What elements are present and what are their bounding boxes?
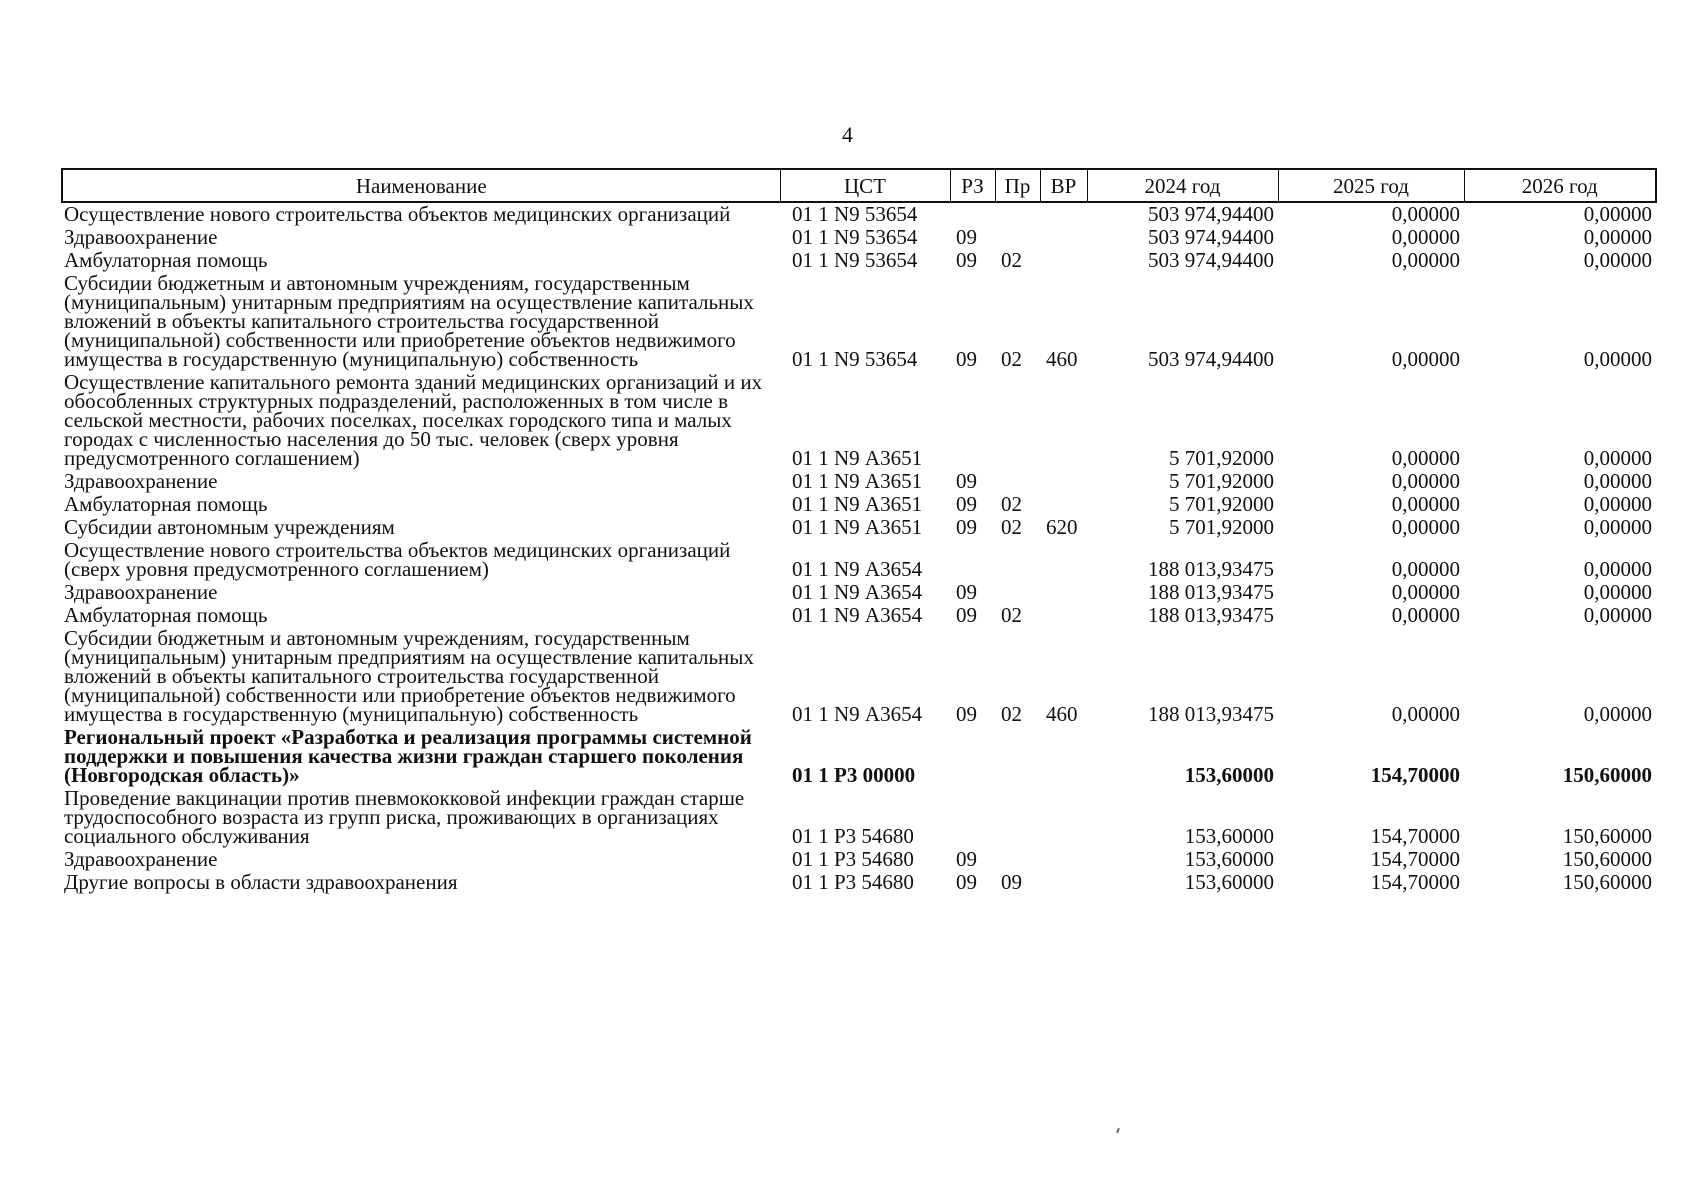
cell-2025: 0,00000 <box>1391 515 1460 539</box>
cell-pr <box>995 226 1040 249</box>
cell-name: Проведение вакцинации против пневмококковой инфекции граждан старше трудоспособного возраста из групп риска, проживающих в организациях социального обслуживания <box>64 786 745 848</box>
cell-2024: 5 701,92000 <box>1169 446 1274 470</box>
cell-vr <box>1040 226 1087 249</box>
cell-pr: 02 <box>1001 248 1022 272</box>
cell-vr <box>1040 604 1087 627</box>
cell-pr <box>995 539 1040 581</box>
cell-pr <box>995 581 1040 604</box>
cell-cst: 01 1 N9 А3651 <box>792 469 923 493</box>
table-row <box>62 470 1656 493</box>
table-header-row <box>62 169 1656 202</box>
cell-cst: 01 1 Р3 00000 <box>792 763 916 787</box>
col-header-2026: 2026 год <box>1464 169 1656 202</box>
cell-vr <box>1040 871 1087 894</box>
cell-cst: 01 1 N9 А3654 <box>792 557 923 581</box>
table-row <box>62 848 1656 871</box>
cell-vr <box>1040 539 1087 581</box>
cell-vr <box>1040 249 1087 272</box>
cell-vr <box>1040 787 1087 848</box>
table-row <box>62 516 1656 539</box>
cell-2024: 153,60000 <box>1184 824 1274 848</box>
cell-name: Субсидии бюджетным и автономным учреждениям, государственным (муниципальным) унитарным предприятиям на осуществление капитальных вложений в объекты капитального строительства государственной (муниципальной) собственности или приобретение объектов недвижимого имущества в государственную (муниципальную) собственность <box>64 626 754 726</box>
cell-2025: 0,00000 <box>1391 225 1460 249</box>
cell-2025: 0,00000 <box>1391 580 1460 604</box>
col-header-pr: Пр <box>995 169 1040 202</box>
cell-rz <box>950 202 995 226</box>
cell-2025: 0,00000 <box>1391 202 1460 226</box>
cell-name: Здравоохранение <box>64 847 218 871</box>
table-row <box>62 604 1656 627</box>
cell-2026: 0,00000 <box>1583 702 1652 726</box>
table-row <box>62 581 1656 604</box>
cell-rz: 09 <box>956 603 977 627</box>
cell-vr: 460 <box>1046 702 1078 726</box>
cell-vr: 620 <box>1046 515 1078 539</box>
cell-2024: 503 974,94400 <box>1148 347 1274 371</box>
col-header-2024: 2024 год <box>1087 169 1278 202</box>
cell-cst: 01 1 N9 А3651 <box>792 515 923 539</box>
cell-2026: 0,00000 <box>1583 248 1652 272</box>
cell-rz <box>950 726 995 787</box>
cell-2026: 0,00000 <box>1583 446 1652 470</box>
cell-cst: 01 1 N9 А3651 <box>792 446 923 470</box>
cell-name: Осуществление нового строительства объектов медицинских организаций (сверх уровня предусмотренного соглашением) <box>64 538 731 581</box>
cell-pr: 02 <box>1001 492 1022 516</box>
cell-2024: 503 974,94400 <box>1148 202 1274 226</box>
cell-vr: 460 <box>1046 347 1078 371</box>
table-row <box>62 493 1656 516</box>
col-header-2025: 2025 год <box>1278 169 1464 202</box>
cell-name: Здравоохранение <box>64 469 218 493</box>
cell-cst: 01 1 N9 А3654 <box>792 603 923 627</box>
cell-2025: 154,70000 <box>1370 870 1460 894</box>
cell-vr <box>1040 848 1087 871</box>
cell-cst: 01 1 N9 53654 <box>792 202 918 226</box>
cell-2025: 154,70000 <box>1370 763 1460 787</box>
cell-cst: 01 1 N9 53654 <box>792 248 918 272</box>
cell-vr <box>1040 470 1087 493</box>
cell-pr <box>995 470 1040 493</box>
cell-2025: 0,00000 <box>1391 702 1460 726</box>
cell-pr <box>995 202 1040 226</box>
table-row <box>62 226 1656 249</box>
col-header-cst: ЦСТ <box>780 169 950 202</box>
cell-2026: 0,00000 <box>1583 557 1652 581</box>
cell-rz: 09 <box>956 702 977 726</box>
cell-2026: 0,00000 <box>1583 515 1652 539</box>
table-body <box>62 202 1656 894</box>
cell-rz: 09 <box>956 580 977 604</box>
table-row <box>62 871 1656 894</box>
cell-vr <box>1040 493 1087 516</box>
cell-2024: 5 701,92000 <box>1169 469 1274 493</box>
cell-pr <box>995 726 1040 787</box>
cell-vr <box>1040 202 1087 226</box>
cell-name: Здравоохранение <box>64 580 218 604</box>
cell-2025: 0,00000 <box>1391 347 1460 371</box>
cell-2025: 0,00000 <box>1391 446 1460 470</box>
budget-table <box>61 168 1657 894</box>
cell-pr <box>995 848 1040 871</box>
cell-2026: 0,00000 <box>1583 603 1652 627</box>
page-number: 4 <box>842 122 853 147</box>
cell-name: Амбулаторная помощь <box>64 248 268 272</box>
cell-2024: 153,60000 <box>1184 870 1274 894</box>
cell-cst: 01 1 N9 А3654 <box>792 580 923 604</box>
cell-rz: 09 <box>956 870 977 894</box>
cell-name: Субсидии автономным учреждениям <box>64 515 395 539</box>
cell-cst: 01 1 Р3 54680 <box>792 870 914 894</box>
cell-pr: 02 <box>1001 347 1022 371</box>
cell-cst: 01 1 N9 А3651 <box>792 492 923 516</box>
cell-2026: 0,00000 <box>1583 492 1652 516</box>
cell-2024: 153,60000 <box>1184 847 1274 871</box>
cell-2025: 0,00000 <box>1391 557 1460 581</box>
cell-2024: 5 701,92000 <box>1169 515 1274 539</box>
cell-2024: 503 974,94400 <box>1148 248 1274 272</box>
cell-2026: 150,60000 <box>1562 847 1652 871</box>
cell-2026: 0,00000 <box>1583 469 1652 493</box>
cell-cst: 01 1 Р3 54680 <box>792 847 914 871</box>
cell-rz <box>950 539 995 581</box>
cell-name: Региональный проект «Разработка и реализация программы системной поддержки и повышения качества жизни граждан старшего поколения (Новгородская область)» <box>64 725 752 787</box>
cell-2024: 188 013,93475 <box>1148 603 1274 627</box>
cell-pr <box>995 371 1040 470</box>
cell-2025: 0,00000 <box>1391 492 1460 516</box>
cell-cst: 01 1 Р3 54680 <box>792 824 914 848</box>
cell-vr <box>1040 581 1087 604</box>
cell-name: Амбулаторная помощь <box>64 492 268 516</box>
cell-cst: 01 1 N9 53654 <box>792 347 918 371</box>
cell-2026: 0,00000 <box>1583 347 1652 371</box>
cell-rz <box>950 787 995 848</box>
col-header-vr: ВР <box>1040 169 1087 202</box>
cell-2026: 0,00000 <box>1583 202 1652 226</box>
cell-rz <box>950 371 995 470</box>
table-row <box>62 627 1656 726</box>
cell-2025: 154,70000 <box>1370 824 1460 848</box>
cell-name: Осуществление нового строительства объектов медицинских организаций <box>64 202 731 226</box>
cell-pr: 02 <box>1001 603 1022 627</box>
cell-rz: 09 <box>956 492 977 516</box>
cell-rz: 09 <box>956 347 977 371</box>
table-row <box>62 371 1656 470</box>
cell-rz: 09 <box>956 515 977 539</box>
cell-2025: 0,00000 <box>1391 248 1460 272</box>
cell-2026: 150,60000 <box>1562 824 1652 848</box>
cell-2026: 150,60000 <box>1562 870 1652 894</box>
cell-2026: 0,00000 <box>1583 225 1652 249</box>
cell-rz: 09 <box>956 847 977 871</box>
cell-name: Субсидии бюджетным и автономным учреждениям, государственным (муниципальным) унитарным предприятиям на осуществление капитальных вложений в объекты капитального строительства государственной (муниципальной) собственности или приобретение объектов недвижимого имущества в государственную (муниципальную) собственность <box>64 271 754 371</box>
cell-2024: 5 701,92000 <box>1169 492 1274 516</box>
cell-2025: 154,70000 <box>1370 847 1460 871</box>
cell-vr <box>1040 371 1087 470</box>
cell-cst: 01 1 N9 А3654 <box>792 702 923 726</box>
col-header-name: Наименование <box>62 169 780 202</box>
cell-pr: 02 <box>1001 702 1022 726</box>
table-row <box>62 726 1656 787</box>
cell-rz: 09 <box>956 248 977 272</box>
table-row <box>62 272 1656 371</box>
cell-2026: 0,00000 <box>1583 580 1652 604</box>
cell-name: Здравоохранение <box>64 225 218 249</box>
table-row <box>62 539 1656 581</box>
cell-2024: 188 013,93475 <box>1148 580 1274 604</box>
table-row <box>62 202 1656 226</box>
cell-2024: 503 974,94400 <box>1148 225 1274 249</box>
scan-mark <box>1116 1128 1120 1133</box>
cell-cst: 01 1 N9 53654 <box>792 225 918 249</box>
cell-2025: 0,00000 <box>1391 469 1460 493</box>
cell-name: Другие вопросы в области здравоохранения <box>64 870 458 894</box>
cell-rz: 09 <box>956 469 977 493</box>
table-row <box>62 787 1656 848</box>
cell-2024: 188 013,93475 <box>1148 702 1274 726</box>
cell-name: Осуществление капитального ремонта зданий медицинских организаций и их обособленных структурных подразделений, расположенных в том числе в сельской местности, рабочих поселках, поселках городского типа и малых городах с численностью населения до 50 тыс. человек (сверх уровня предусмотренного соглашением) <box>64 370 763 470</box>
cell-name: Амбулаторная помощь <box>64 603 268 627</box>
cell-rz: 09 <box>956 225 977 249</box>
col-header-rz: РЗ <box>950 169 995 202</box>
cell-pr: 02 <box>1001 515 1022 539</box>
cell-2024: 188 013,93475 <box>1148 557 1274 581</box>
cell-pr <box>995 787 1040 848</box>
cell-2026: 150,60000 <box>1562 763 1652 787</box>
cell-2024: 153,60000 <box>1184 763 1274 787</box>
cell-pr: 09 <box>1001 870 1022 894</box>
cell-2025: 0,00000 <box>1391 603 1460 627</box>
cell-vr <box>1040 726 1087 787</box>
table-row <box>62 249 1656 272</box>
